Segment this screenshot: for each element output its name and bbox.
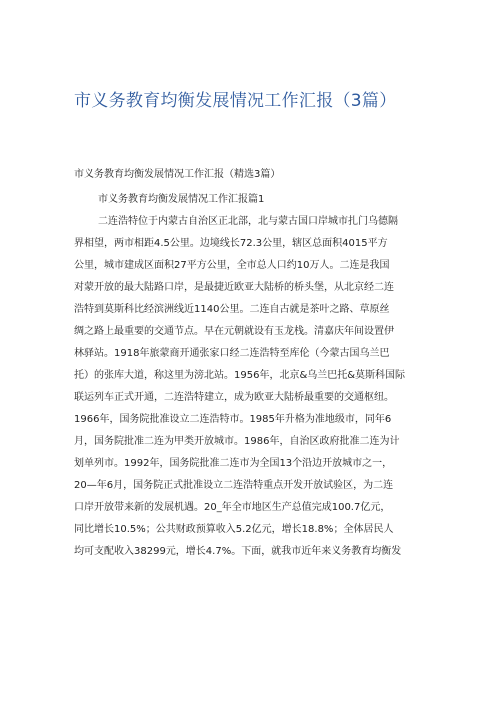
body-line: 对蒙开放的最大陆路口岸，是最捷近欧亚大陆桥的桥头堡，从北京经二连	[74, 282, 394, 293]
body-line: 浩特到莫斯科比经滨洲线近1140公里。二连自古就是茶叶之路、草原丝	[74, 304, 390, 315]
body-line: 同比增长10.5%；公共财政预算收入5.2亿元，增长18.8%；全体居民人	[74, 524, 394, 535]
body-line: 20—年6月，国务院正式批准设立二连浩特重点开发开放试验区，为二连	[74, 480, 394, 491]
body-line: 托）的张库大道，称这里为滂北站。1956年，北京&乌兰巴托&莫斯科国际	[74, 370, 406, 381]
body-line: 联运列车正式开通，二连浩特建立，成为欧亚大陆桥最重要的交通枢纽。	[74, 392, 394, 403]
section-title: 市义务教育均衡发展情况工作汇报篇1	[98, 194, 265, 205]
document-subtitle: 市义务教育均衡发展情况工作汇报（精选3篇）	[74, 169, 281, 180]
body-line: 林驿站。1918年旅蒙商开通张家口经二连浩特至库伦（今蒙古国乌兰巴	[74, 348, 390, 359]
body-line: 均可支配收入38299元，增长4.7%。下面，就我市近年来义务教育均衡发	[74, 546, 402, 557]
body-line: 月，国务院批准二连为甲类开放城市。1986年，自治区政府批准二连为计	[74, 436, 400, 447]
body-paragraph	[74, 211, 434, 563]
body-line: 二连浩特位于内蒙古自治区正北部，北与蒙古国口岸城市扎门乌德隔	[98, 216, 398, 227]
document-title: 市义务教育均衡发展情况工作汇报（3篇）	[74, 91, 397, 111]
body-line: 1966年，国务院批准设立二连浩特市。1985年升格为准地级市，同年6	[74, 414, 392, 425]
body-line: 界相望，两市相距4.5公里。边境线长72.3公里，辖区总面积4015平方	[74, 238, 388, 249]
body-line: 划单列市。1992年，国务院批准二连市为全国13个沿边开放城市之一，	[74, 458, 393, 469]
body-line: 绸之路上最重要的交通节点。早在元朝就设有玉龙栈。清嘉庆年间设置伊	[74, 326, 394, 337]
body-line: 公里，城市建成区面积27平方公里，全市总人口约10万人。二连是我国	[74, 260, 390, 271]
body-line: 口岸开放带来新的发展机遇。20_年全市地区生产总值完成100.7亿元，	[74, 502, 391, 513]
